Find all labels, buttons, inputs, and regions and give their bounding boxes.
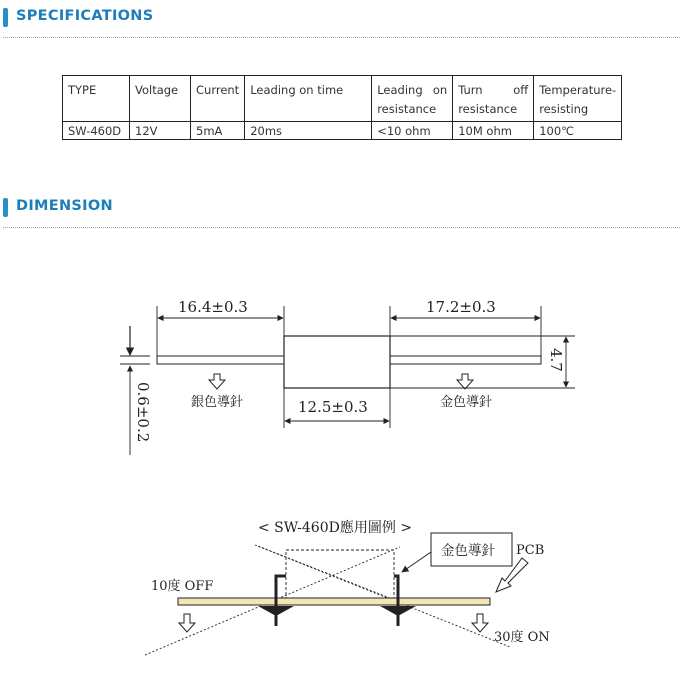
lead-dia-dim-label: 0.6±0.2 [134,382,152,443]
silver-pin-arrow-icon [209,374,225,389]
right-solder-joint [380,606,416,616]
cell-voltage: 12V [130,122,191,140]
right-lead-dim-label: 17.2±0.3 [426,298,496,316]
left-lead-dim-label: 16.4±0.3 [178,298,248,316]
application-title: < SW-460D應用圖例 > [258,520,412,536]
header-res-line2: resistance [377,102,437,116]
header-turn-line1: Turn off [458,83,529,97]
switch-body-outline [286,550,394,602]
pcb-board [178,598,490,605]
header-temp-line2: resisting [539,102,589,116]
header-turn-line2: resistance [458,102,518,116]
off-arrow-icon [179,614,195,632]
switch-body [284,336,390,388]
header-current: Current [191,76,245,122]
cell-leading-on-time: 20ms [245,122,372,140]
body-length-dim-label: 12.5±0.3 [298,398,368,416]
left-lead [157,356,284,364]
on-arrow-icon [472,614,488,632]
left-solder-joint [258,606,294,616]
body-height-dim-label: 4.7 [547,348,565,372]
cell-temperature-resisting: 100℃ [534,122,622,140]
cell-current: 5mA [191,122,245,140]
gold-pin-callout-arrow [402,552,431,572]
off-label: 10度 OFF [151,579,214,594]
header-type: TYPE [63,76,130,122]
dimension-drawing [120,306,575,455]
gold-pin-arrow-icon [457,374,473,389]
header-temp-line1: Temperature- [539,83,617,97]
gold-pin-label: 金色導針 [440,395,493,410]
cell-type: SW-460D [63,122,130,140]
gold-pin-callout-label: 金色導針 [441,543,495,559]
cell-turn-off-resistance: 10M ohm [453,122,534,140]
dimension-title: DIMENSION [16,198,113,214]
cell-leading-on-resistance: <10 ohm [372,122,453,140]
on-label: 30度 ON [494,630,550,645]
header-voltage: Voltage [130,76,191,122]
header-res-line1: Leading on [377,83,448,97]
pcb-label: PCB [516,543,545,558]
silver-pin-label: 銀色導針 [191,395,244,410]
specifications-title: SPECIFICATIONS [16,8,154,24]
header-leading-on-time: Leading on time [245,76,372,122]
right-lead [390,356,541,364]
